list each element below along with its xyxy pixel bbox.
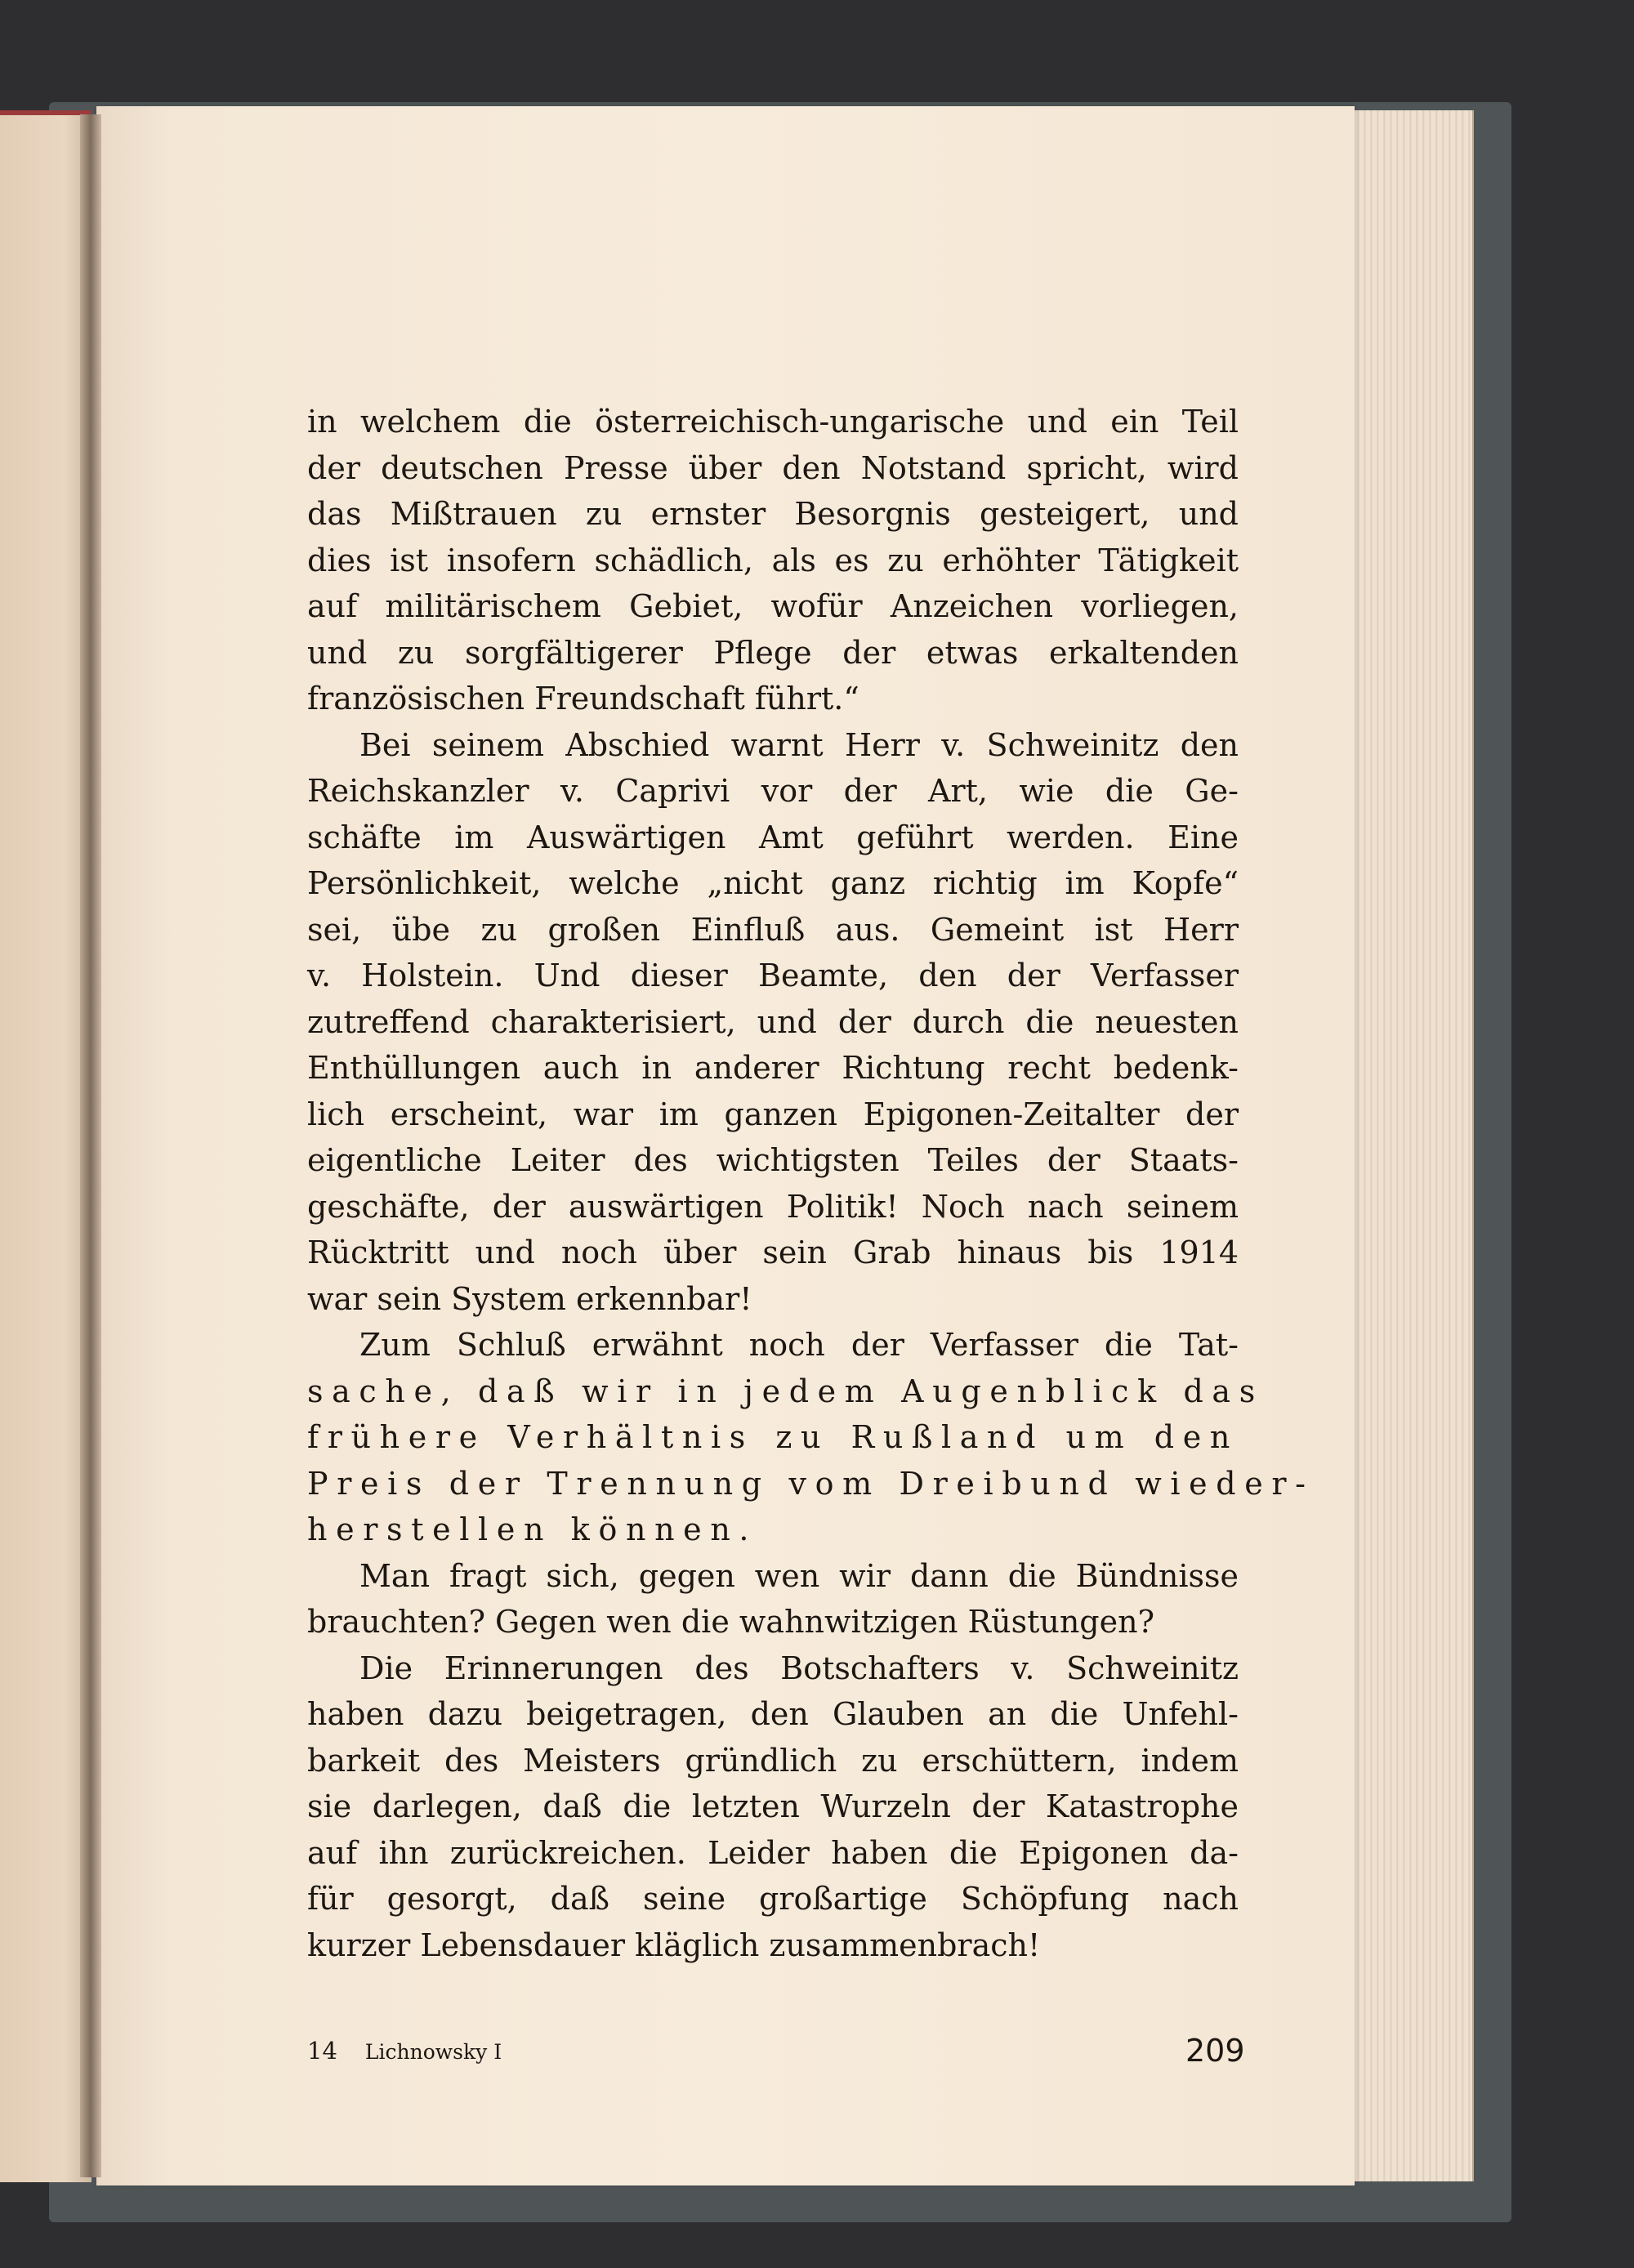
text-line-emphasized: sache, daß wir in jedem Augenblick das	[307, 1373, 1264, 1409]
text-line: geschäfte, der auswärtigen Politik! Noch nach seinem	[307, 1188, 1239, 1225]
text-line: dies ist insofern schädlich, als es zu erhöhter Tätigkeit	[307, 542, 1239, 578]
text-line: Rücktritt und noch über sein Grab hinaus bis 1914	[307, 1234, 1239, 1270]
text-line: lich erscheint, war im ganzen Epigonen-Zeitalter der	[307, 1096, 1239, 1132]
book-page	[96, 106, 1355, 2185]
text-line-emphasized: herstellen können.	[307, 1511, 758, 1547]
left-facing-page	[0, 110, 92, 2182]
text-line: zutreffend charakterisiert, und der durch die neuesten	[307, 1003, 1239, 1040]
text-line: Zum Schluß erwähnt noch der Verfasser die Tat-	[359, 1327, 1239, 1363]
text-line-emphasized: frühere Verhältnis zu Rußland um den	[307, 1419, 1239, 1455]
text-line: französischen Freundschaft führt.“	[307, 681, 859, 717]
signature-name: Lichnowsky I	[364, 2040, 502, 2064]
text-line: eigentliche Leiter des wichtigsten Teiles der Staats-	[307, 1142, 1239, 1178]
page-block-edges	[1340, 110, 1474, 2181]
text-line: kurzer Lebensdauer kläglich zusammenbrach!	[307, 1926, 1041, 1963]
text-line: Enthüllungen auch in anderer Richtung recht bedenk-	[307, 1050, 1239, 1086]
text-line: schäfte im Auswärtigen Amt geführt werden. Eine	[307, 819, 1239, 855]
text-line: sie darlegen, daß die letzten Wurzeln der Katastrophe	[307, 1788, 1239, 1824]
text-line-emphasized: Preis der Trennung vom Dreibund wieder-	[307, 1465, 1315, 1502]
text-line: der deutschen Presse über den Notstand spricht, wird	[307, 449, 1239, 486]
text-line: auf militärischem Gebiet, wofür Anzeichen vorliegen,	[307, 588, 1239, 624]
text-line: auf ihn zurückreichen. Leider haben die Epigonen da-	[307, 1834, 1239, 1871]
text-line: das Mißtrauen zu ernster Besorgnis gesteigert, und	[307, 496, 1239, 532]
text-line: Reichskanzler v. Caprivi vor der Art, wie die Ge-	[307, 773, 1239, 809]
text-line: sei, übe zu großen Einfluß aus. Gemeint ist Herr	[307, 911, 1239, 948]
text-line: barkeit des Meisters gründlich zu erschüttern, indem	[307, 1742, 1239, 1779]
text-line: haben dazu beigetragen, den Glauben an die Unfehl-	[307, 1696, 1239, 1732]
text-line: Man fragt sich, gegen wen wir dann die Bündnisse	[359, 1557, 1239, 1594]
text-line: Die Erinnerungen des Botschafters v. Schweinitz	[359, 1650, 1239, 1686]
signature-number: 14	[307, 2037, 337, 2065]
text-line: und zu sorgfältigerer Pflege der etwas erkaltenden	[307, 634, 1239, 671]
book-gutter	[80, 114, 101, 2177]
body-text	[307, 399, 1315, 1968]
text-line: war sein System erkennbar!	[307, 1280, 752, 1317]
text-line: Persönlichkeit, welche „nicht ganz richtig im Kopfe“	[307, 865, 1239, 901]
text-line: brauchten? Gegen wen die wahnwitzigen Rüstungen?	[307, 1604, 1154, 1640]
text-line: v. Holstein. Und dieser Beamte, den der Verfasser	[307, 958, 1239, 993]
text-line: Bei seinem Abschied warnt Herr v. Schweinitz den	[359, 726, 1239, 763]
signature-mark	[307, 2037, 502, 2065]
page-number: 209	[1185, 2033, 1245, 2069]
text-line: für gesorgt, daß seine großartige Schöpfung nach	[307, 1881, 1239, 1917]
text-line: in welchem die österreichisch-ungarische und ein Teil	[307, 404, 1239, 440]
